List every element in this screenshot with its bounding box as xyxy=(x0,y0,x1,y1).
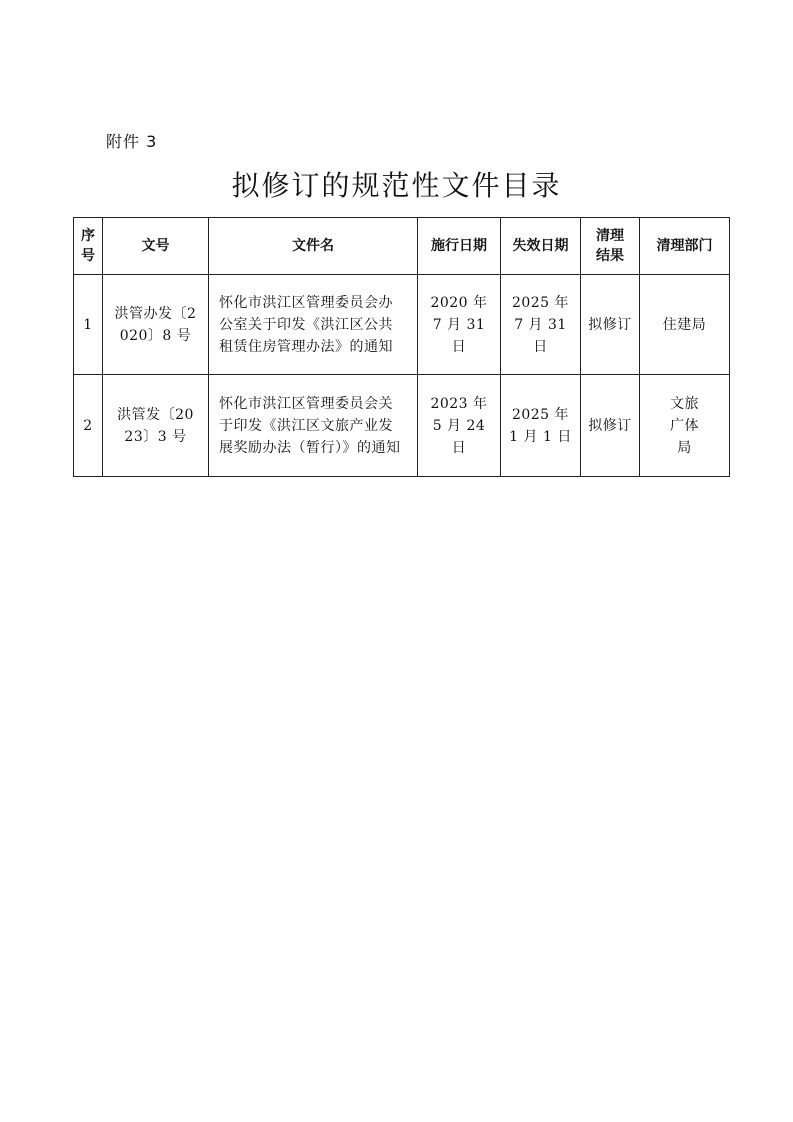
cell-doc-name: 怀化市洪江区管理委员会办公室关于印发《洪江区公共租赁住房管理办法》的通知 xyxy=(209,275,418,375)
cell-doc-name: 怀化市洪江区管理委员会关于印发《洪江区文旅产业发展奖励办法（暂行）》的通知 xyxy=(209,375,418,477)
header-department: 清理部门 xyxy=(640,218,730,275)
header-result: 清理结果 xyxy=(581,218,640,275)
header-expiry-date: 失效日期 xyxy=(501,218,581,275)
header-seq: 序号 xyxy=(74,218,103,275)
catalog-table xyxy=(73,217,730,477)
attachment-label: 附件 3 xyxy=(106,132,158,151)
cell-expiry-date: 2025 年 7 月 31 日 xyxy=(501,275,581,375)
cell-effective-date: 2020 年 7 月 31 日 xyxy=(418,275,501,375)
cell-result: 拟修订 xyxy=(581,375,640,477)
header-doc-name: 文件名 xyxy=(209,218,418,275)
table-row xyxy=(74,275,730,375)
cell-department: 住建局 xyxy=(640,275,730,375)
table-header-row xyxy=(74,218,730,275)
cell-doc-no: 洪管发〔2023〕3 号 xyxy=(103,375,209,477)
cell-doc-no: 洪管办发〔2020〕8 号 xyxy=(103,275,209,375)
header-doc-no: 文号 xyxy=(103,218,209,275)
document-title: 拟修订的规范性文件目录 xyxy=(231,169,562,202)
cell-seq: 2 xyxy=(74,375,103,477)
cell-result: 拟修订 xyxy=(581,275,640,375)
cell-department: 文旅广体局 xyxy=(640,375,730,477)
cell-effective-date: 2023 年 5 月 24 日 xyxy=(418,375,501,477)
cell-seq: 1 xyxy=(74,275,103,375)
cell-expiry-date: 2025 年 1 月 1 日 xyxy=(501,375,581,477)
header-effective-date: 施行日期 xyxy=(418,218,501,275)
table-row xyxy=(74,375,730,477)
